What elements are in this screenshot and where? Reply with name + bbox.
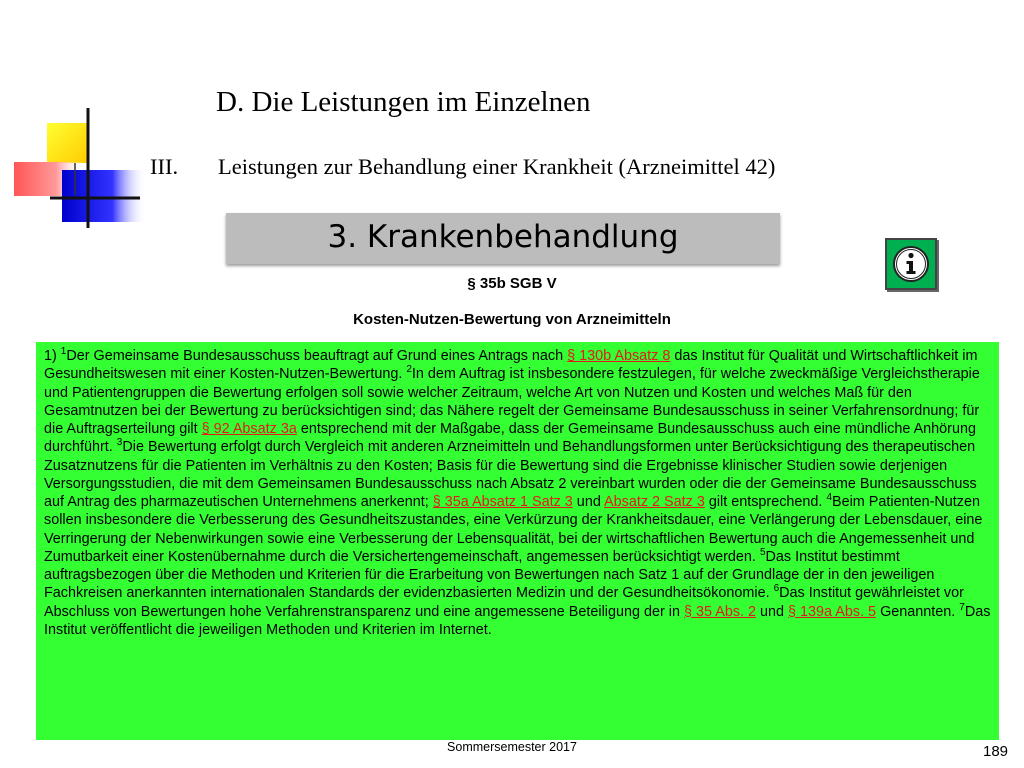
link-35-abs-2[interactable]: § 35 Abs. 2 <box>684 603 757 620</box>
body-text: Die Bewertung erfolgt durch Vergleich mit anderen Arzneimitteln und Behandlungsformen unter Berücksichtigung des therapeutischen Zusatznutzens für die Patienten im Verhältnis zu den Kosten; Basis für die Bewertung sind die Ergebnisse klinischer Studien sowie derjenigen Versorgungsstudien, die mit dem Gemeinsamen Bundesausschuss nach Absatz 2 vereinbart wurden oder die der Gemeinsame Bundesausschuss auf Antrag des pharmazeutischen Unternehmens anerkennt; <box>44 439 977 510</box>
section-banner <box>226 213 780 264</box>
section-banner-label: 3. Krankenbehandlung <box>327 219 679 255</box>
body-text: Das Institut gewährleistet vor Abschluss von Bewertungen hohe Verfahrenstransparenz und eine angemessene Beteiligung der in <box>44 585 964 620</box>
decorative-squares-logo <box>0 0 160 240</box>
body-text: Der Gemeinsame Bundesausschuss beauftragt auf Grund eines Antrags nach <box>66 348 568 364</box>
paragraph-reference: § 35b SGB V <box>467 275 557 292</box>
sentence-number: 7 <box>959 601 965 613</box>
body-text: das Institut für Qualität und Wirtschaftlichkeit im Gesundheitswesen mit einer Kosten-Nutzen-Bewertung. <box>44 348 978 383</box>
body-text: und <box>756 603 789 620</box>
subtitle-number: III. <box>150 154 179 179</box>
sentence-number: 5 <box>759 546 766 558</box>
link-130b-absatz-8[interactable]: § 130b Absatz 8 <box>567 348 671 364</box>
link-92-absatz-3a[interactable]: § 92 Absatz 3a <box>201 421 297 437</box>
sentence-number: 3 <box>116 437 123 449</box>
body-text: gilt entsprechend. <box>704 494 827 510</box>
body-text: In dem Auftrag ist insbesondere festzulegen, für welche zweckmäßige Vergleichstherapie und Patientengruppen die Bewertung erfolgen soll sowie welcher Zeitraum, welche Art von Nutzen und Kosten und welches Maß für den Gesamtnutzen bei der Bewertung zu berücksichtigen sind; das Nähere regelt der Gemeinsame Bundesausschuss in seiner Verfahrensordnung; für die Auftragserteilung gilt <box>44 366 980 437</box>
link-35a-absatz-1-satz-3[interactable]: § 35a Absatz 1 Satz 3 <box>432 494 573 510</box>
page-number: 189 <box>983 743 1009 760</box>
sentence-number: 6 <box>773 583 780 595</box>
link-absatz-2-satz-3[interactable]: Absatz 2 Satz 3 <box>604 494 705 510</box>
sentence-number: 4 <box>826 492 832 504</box>
body-text: und <box>572 494 605 510</box>
law-text-box <box>36 342 999 740</box>
sentence-number: 1 <box>60 346 67 358</box>
paragraph-title: Kosten-Nutzen-Bewertung von Arzneimitteln <box>353 311 671 328</box>
slide-subtitle <box>150 154 775 180</box>
subtitle-text: Leistungen zur Behandlung einer Krankheit (Arzneimittel 42) <box>218 154 776 179</box>
clause-number: 1) <box>44 348 61 364</box>
link-139a-abs-5[interactable]: § 139a Abs. 5 <box>788 603 877 620</box>
body-text: Das Institut veröffentlicht die jeweiligen Methoden und Kriterien im Internet. <box>44 603 991 638</box>
body-text: entsprechend mit der Maßgabe, dass der Gemeinsame Bundesausschuss auch eine mündliche Anhörung durchführt. <box>44 421 976 456</box>
footer-semester: Sommersemester 2017 <box>447 740 577 754</box>
body-text: Das Institut bestimmt auftragsbezogen über die Methoden und Kriterien für die Erarbeitung von Bewertungen nach Satz 1 auf der Grundlage der in den jeweiligen Fachkreisen anerkannten internationalen Standards der evidenzbasierten Medizin und der Gesundheitsökonomie. <box>44 548 935 602</box>
slide-title: D. Die Leistungen im Einzelnen <box>216 86 591 118</box>
body-text: Genannten. <box>876 603 960 620</box>
body-text: Beim Patienten-Nutzen sollen insbesondere die Verbesserung des Gesundheitszustandes, eine Verkürzung der Krankheitsdauer, eine Verlängerung der Lebensdauer, eine Verringerung der Nebenwirkungen sowie eine Verbesserung der Lebensqualität, bei der wirtschaftlichen Bewertung auch die Angemessenheit und Zumutbarkeit einer Kostenübernahme durch die Versichertengemeinschaft, angemessen berücksichtigt werden. <box>44 494 983 565</box>
sentence-number: 2 <box>406 364 412 376</box>
